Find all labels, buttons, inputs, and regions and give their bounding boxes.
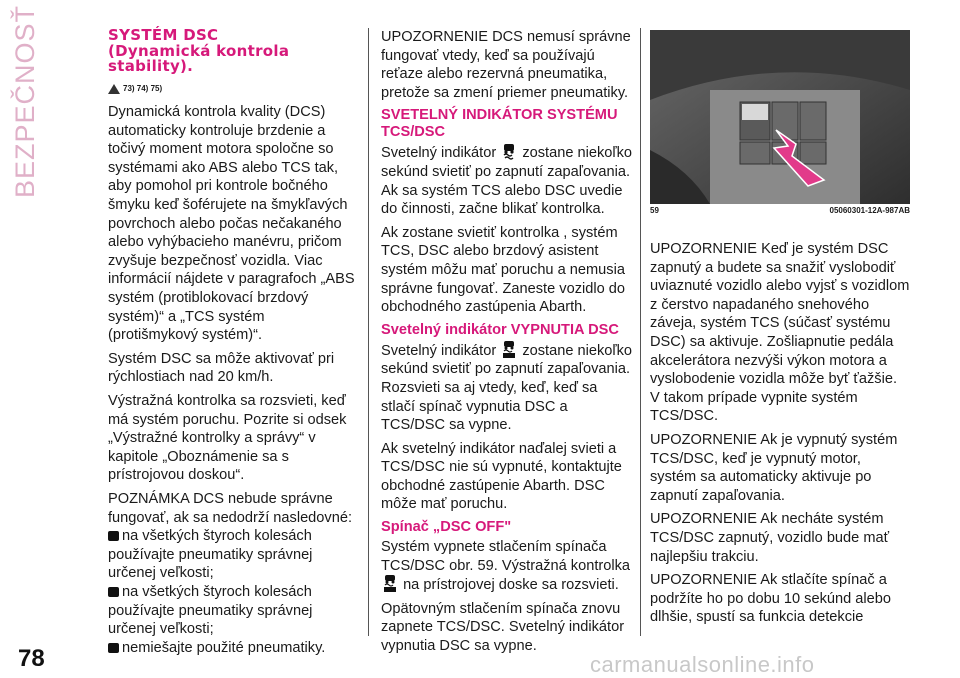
paragraph-text: Systém vypnete stlačením spínača TCS/DSC obr. 59. Výstražná kontrolka [381,539,631,574]
dashboard-illustration [650,30,910,204]
paragraph-text: Svetelný indikátor [381,145,497,162]
list-item-text: na všetkých štyroch kolesách používajte pneumatiky správnej určenej veľkosti; [108,583,313,638]
paragraph: UPOZORNENIE Ak je vypnutý systém TCS/DSC, keď je vypnutý motor, systém sa automaticky aktivuje po zapnutí zapaľovania. [650,431,898,504]
paragraph: Dynamická kontrola kvality (DCS) automaticky kontroluje brzdenie a točivý moment motora spoločne so systémami ako ABS alebo TCS tak, aby pomohol pri kontrole bočného šmyku keď šoférujete na šmykľavých povrchoch alebo počas nečakaného alebo vyhýbacieho manévru, pričom zvyšuje bezpečnosť vozidla. Viac informácií nájdete v paragrafoch „ABS systém (protiblokovací brzdový systém)“ a „TCS systém (protišmykový systém)“. [108,104,355,344]
bullet-icon [108,587,119,597]
paragraph-text: na prístrojovej doske sa rozsvieti. [403,577,619,594]
section-side-tab [10,4,44,198]
bullet-icon [108,643,119,653]
paragraph [381,538,633,595]
column-3 [650,240,910,632]
column-1 [108,28,358,657]
column-2 [381,28,633,661]
paragraph: Výstražná kontrolka sa rozsvieti, keď má systém poruchu. Pozrite si odsek „Výstražné kontrolky a správy“ v kapitole „Oboznámenie sa s prístrojovou doskou“. [108,393,347,484]
dsc-switch-photo [650,30,910,204]
list-item [108,583,358,639]
paragraph: UPOZORNENIE Keď je systém DSC zapnutý a budete sa snažiť vyslobodiť uviaznuté vozidlo alebo vyjsť s vozidlom z čerstvo napadaného snehového záveja, systém TCS (súčasť systému DSC) sa aktivuje. Zošliapnutie pedála akcelerátora nezvýši výkon motora a vyslobodenie vozidla môže byť ťažšie. V takom prípade vypnite systém TCS/DSC. [650,241,910,425]
paragraph: UPOZORNENIE DCS nemusí správne fungovať vtedy, keď sa používajú reťaze alebo rezervná pneumatika, pretože sa zmení priemer pneumatiky. [381,29,631,101]
car-skid-off-icon [383,575,397,592]
title-line: (Dynamická kontrola [108,41,290,60]
paragraph-text: Svetelný indikátor [381,342,497,359]
figure-code: 05060301-12A-987AB [829,206,910,215]
subheading: Svetelný indikátor VYPNUTIA DSC [381,321,619,338]
reference-numbers: 73) 74) 75) [123,83,163,93]
title-line: stability). [108,57,194,75]
list-item-text: na všetkých štyroch kolesách používajte pneumatiky správnej určenej veľkosti; [108,528,313,582]
subheading: SVETELNÝ INDIKÁTOR SYSTÉMU TCS/DSC [381,107,618,141]
list-item [108,527,358,583]
paragraph: Ak zostane svietiť kontrolka , systém TCS, DSC alebo brzdový asistent systém môžu mať poruchu a nemusia správne fungovať. Zaneste vozidlo do obchodného zastúpenia Abarth. [381,224,625,316]
bullet-icon [108,531,119,541]
title-line: SYSTÉM DSC [108,26,219,44]
watermark: carmanualsonline.info [590,652,815,677]
paragraph: UPOZORNENIE Ak stlačíte spínač a podržíte ho po dobu 10 sekúnd alebo dlhšie, spustí sa funkcia detekcie [650,572,891,626]
subheading: Spínač „DSC OFF" [381,519,512,536]
column-divider [640,28,641,636]
paragraph-text: zostane niekoľko sekúnd svietiť po zapnutí zapaľovania. Rozsvieti sa aj vtedy, keď, keď sa stlačí spínač vypnutia DSC a TCS/DSC sa vypne. [381,342,633,434]
section-title [108,28,358,75]
paragraph: POZNÁMKA DCS nebude správne fungovať, ak sa nedodrží nasledovné: [108,490,353,526]
car-skid-icon [502,143,516,160]
paragraph-text: zostane niekoľko sekúnd svietiť po zapnutí zapaľovania. Ak sa systém TCS alebo DSC uvedie do činnosti, začne blikať kontrolka. [381,145,633,218]
warning-triangle-icon [108,84,120,94]
paragraph: Systém DSC sa môže aktivovať pri rýchlostiach nad 20 km/h. [108,350,335,386]
figure-number: 59 [650,206,659,215]
paragraph [381,143,633,218]
car-skid-off-icon [502,341,516,358]
warning-references [108,80,358,99]
paragraph: Opätovným stlačením spínača znovu zapnete TCS/DSC. Svetelný indikátor vypnutia DSC sa vypne. [381,600,625,655]
page-number: 78 [18,645,45,672]
paragraph [381,341,633,435]
section-side-tab-label: BEZPEČNOSŤ [10,4,40,198]
paragraph: UPOZORNENIE Ak necháte systém TCS/DSC zapnutý, vozidlo bude mať najlepšiu trakciu. [650,511,890,565]
list-item [108,639,358,658]
list-item-text: nemiešajte použité pneumatiky. [122,639,326,656]
column-divider [368,28,369,636]
paragraph: Ak svetelný indikátor naďalej svieti a TCS/DSC nie sú vypnuté, kontaktujte obchodné zastúpenie Abarth. DSC môže mať poruchu. [381,440,622,513]
